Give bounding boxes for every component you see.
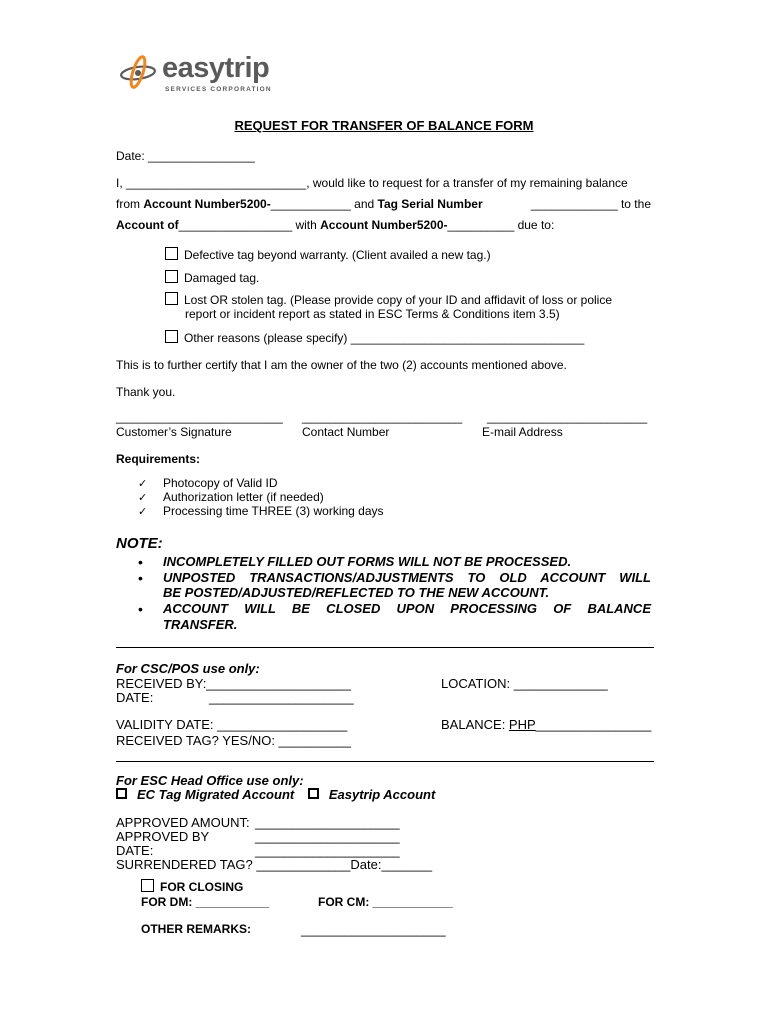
checkbox-damaged[interactable] <box>165 270 178 283</box>
reason-defective[interactable] <box>165 247 491 262</box>
contact-number-label: Contact Number <box>302 425 390 439</box>
divider <box>116 647 654 648</box>
requirements-title: Requirements: <box>116 452 201 466</box>
account-of-line[interactable]: _________________ with <box>178 218 321 232</box>
location-field[interactable]: LOCATION: _____________ <box>441 676 608 691</box>
note-line: INCOMPLETELY FILLED OUT FORMS WILL NOT BE PROCESSED. <box>163 554 572 569</box>
note-line: BE POSTED/ADJUSTED/REFLECTED TO THE NEW ACCOUNT. <box>163 585 550 600</box>
reason-defective-label: Defective tag beyond warranty. (Client availed a new tag.) <box>184 248 491 262</box>
for-dm-field[interactable]: FOR DM: ___________ <box>141 895 270 909</box>
note-title: NOTE: <box>116 535 163 552</box>
bullet-icon: • <box>138 601 143 617</box>
logo-brand: easytrip <box>162 52 270 84</box>
reason-other-label[interactable]: Other reasons (please specify) ___________________________________ <box>184 331 585 345</box>
esc-date-label: DATE: <box>116 843 154 858</box>
intro-line-1[interactable]: I, ___________________________, would like to request for a transfer of my remaining balance <box>116 176 628 190</box>
option-easytrip-label: Easytrip Account <box>328 787 436 802</box>
requirement-item: Authorization letter (if needed) <box>163 490 324 504</box>
easytrip-logo <box>118 50 278 98</box>
reason-other[interactable] <box>165 330 584 345</box>
balance-label: BALANCE: <box>441 717 509 732</box>
csc-date-line[interactable]: ____________________ <box>209 690 354 705</box>
esc-date-line[interactable]: ____________________ <box>255 843 400 858</box>
email-address-line[interactable]: ________________________ <box>487 410 648 424</box>
orbit-logo-icon <box>118 52 160 92</box>
note-line: UNPOSTED TRANSACTIONS/ADJUSTMENTS TO OLD ACCOUNT WILL <box>163 570 651 585</box>
for-closing-label: FOR CLOSING <box>160 880 244 894</box>
account-number-2-line[interactable]: __________ due to: <box>447 218 555 232</box>
checkbox-easytrip-account[interactable] <box>308 788 319 799</box>
surrendered-tag-field[interactable]: SURRENDERED TAG? _____________Date:_______ <box>116 857 433 872</box>
note-line: TRANSFER. <box>163 617 238 632</box>
received-by-field[interactable]: RECEIVED BY:____________________ <box>116 676 351 691</box>
reason-lost-label: Lost OR stolen tag. (Please provide copy of your ID and affidavit of loss or police <box>184 293 613 307</box>
account-number-line[interactable]: ____________ and <box>270 197 378 211</box>
csc-date-label: DATE: <box>116 690 154 705</box>
validity-date-field[interactable]: VALIDITY DATE: __________________ <box>116 717 348 732</box>
reason-damaged-label: Damaged tag. <box>184 271 260 285</box>
option-ec-tag-label: EC Tag Migrated Account <box>137 787 295 802</box>
account-number-label: Account Number5200- <box>143 197 271 211</box>
thanks-text: Thank you. <box>116 385 176 399</box>
csc-section-title: For CSC/POS use only: <box>116 661 260 676</box>
email-address-label: E-mail Address <box>482 425 563 439</box>
received-tag-field[interactable]: RECEIVED TAG? YES/NO: __________ <box>116 733 351 748</box>
esc-options[interactable] <box>116 787 435 802</box>
approved-amount-line[interactable]: ____________________ <box>255 815 400 830</box>
reason-damaged[interactable] <box>165 270 259 285</box>
reason-lost[interactable] <box>165 292 612 307</box>
checkbox-defective[interactable] <box>165 247 178 260</box>
tag-serial-label: Tag Serial Number <box>377 197 483 211</box>
checkbox-lost[interactable] <box>165 292 178 305</box>
requirement-item: Photocopy of Valid ID <box>163 476 278 490</box>
for-cm-field[interactable]: FOR CM: ____________ <box>318 895 453 909</box>
for-closing-option[interactable] <box>141 879 243 894</box>
approved-amount-label: APPROVED AMOUNT: <box>116 815 250 830</box>
esc-section-title: For ESC Head Office use only: <box>116 773 304 788</box>
note-line: ACCOUNT WILL BE CLOSED UPON PROCESSING OF BALANCE <box>163 601 651 616</box>
customer-signature-line[interactable]: _________________________ <box>116 410 283 424</box>
balance-php: PHP <box>508 717 536 732</box>
checkbox-other[interactable] <box>165 330 178 343</box>
bullet-icon: • <box>138 570 143 586</box>
from-text: from <box>116 197 144 211</box>
form-title: REQUEST FOR TRANSFER OF BALANCE FORM <box>234 118 534 133</box>
logo-tagline: SERVICES CORPORATION <box>165 86 272 93</box>
tag-serial-line[interactable]: _____________ to the <box>530 197 651 211</box>
check-icon: ✓ <box>138 506 148 518</box>
checkbox-ec-tag[interactable] <box>116 788 127 799</box>
approved-by-line[interactable]: ____________________ <box>255 829 400 844</box>
certify-text: This is to further certify that I am the owner of the two (2) accounts mentioned above. <box>116 358 567 372</box>
checkbox-for-closing[interactable] <box>141 879 154 892</box>
account-number-2-label: Account Number5200- <box>320 218 448 232</box>
balance-line[interactable]: ________________ <box>535 717 652 732</box>
account-of-label: Account of <box>116 218 179 232</box>
divider <box>116 761 654 762</box>
contact-number-line[interactable]: ________________________ <box>302 410 463 424</box>
reason-lost-line-2: report or incident report as stated in ESC Terms & Conditions item 3.5) <box>185 307 560 321</box>
intro-line-3[interactable] <box>116 218 554 232</box>
date-field[interactable]: Date: ________________ <box>116 149 255 163</box>
customer-signature-label: Customer’s Signature <box>116 425 232 439</box>
requirement-item: Processing time THREE (3) working days <box>163 504 384 518</box>
check-icon: ✓ <box>138 478 148 490</box>
other-remarks-line[interactable]: ____________________ <box>301 922 446 937</box>
balance-field[interactable] <box>441 717 651 732</box>
check-icon: ✓ <box>138 492 148 504</box>
other-remarks-label: OTHER REMARKS: <box>141 922 251 936</box>
intro-line-2[interactable] <box>116 197 651 211</box>
bullet-icon: • <box>138 554 143 570</box>
approved-by-label: APPROVED BY <box>116 829 210 844</box>
